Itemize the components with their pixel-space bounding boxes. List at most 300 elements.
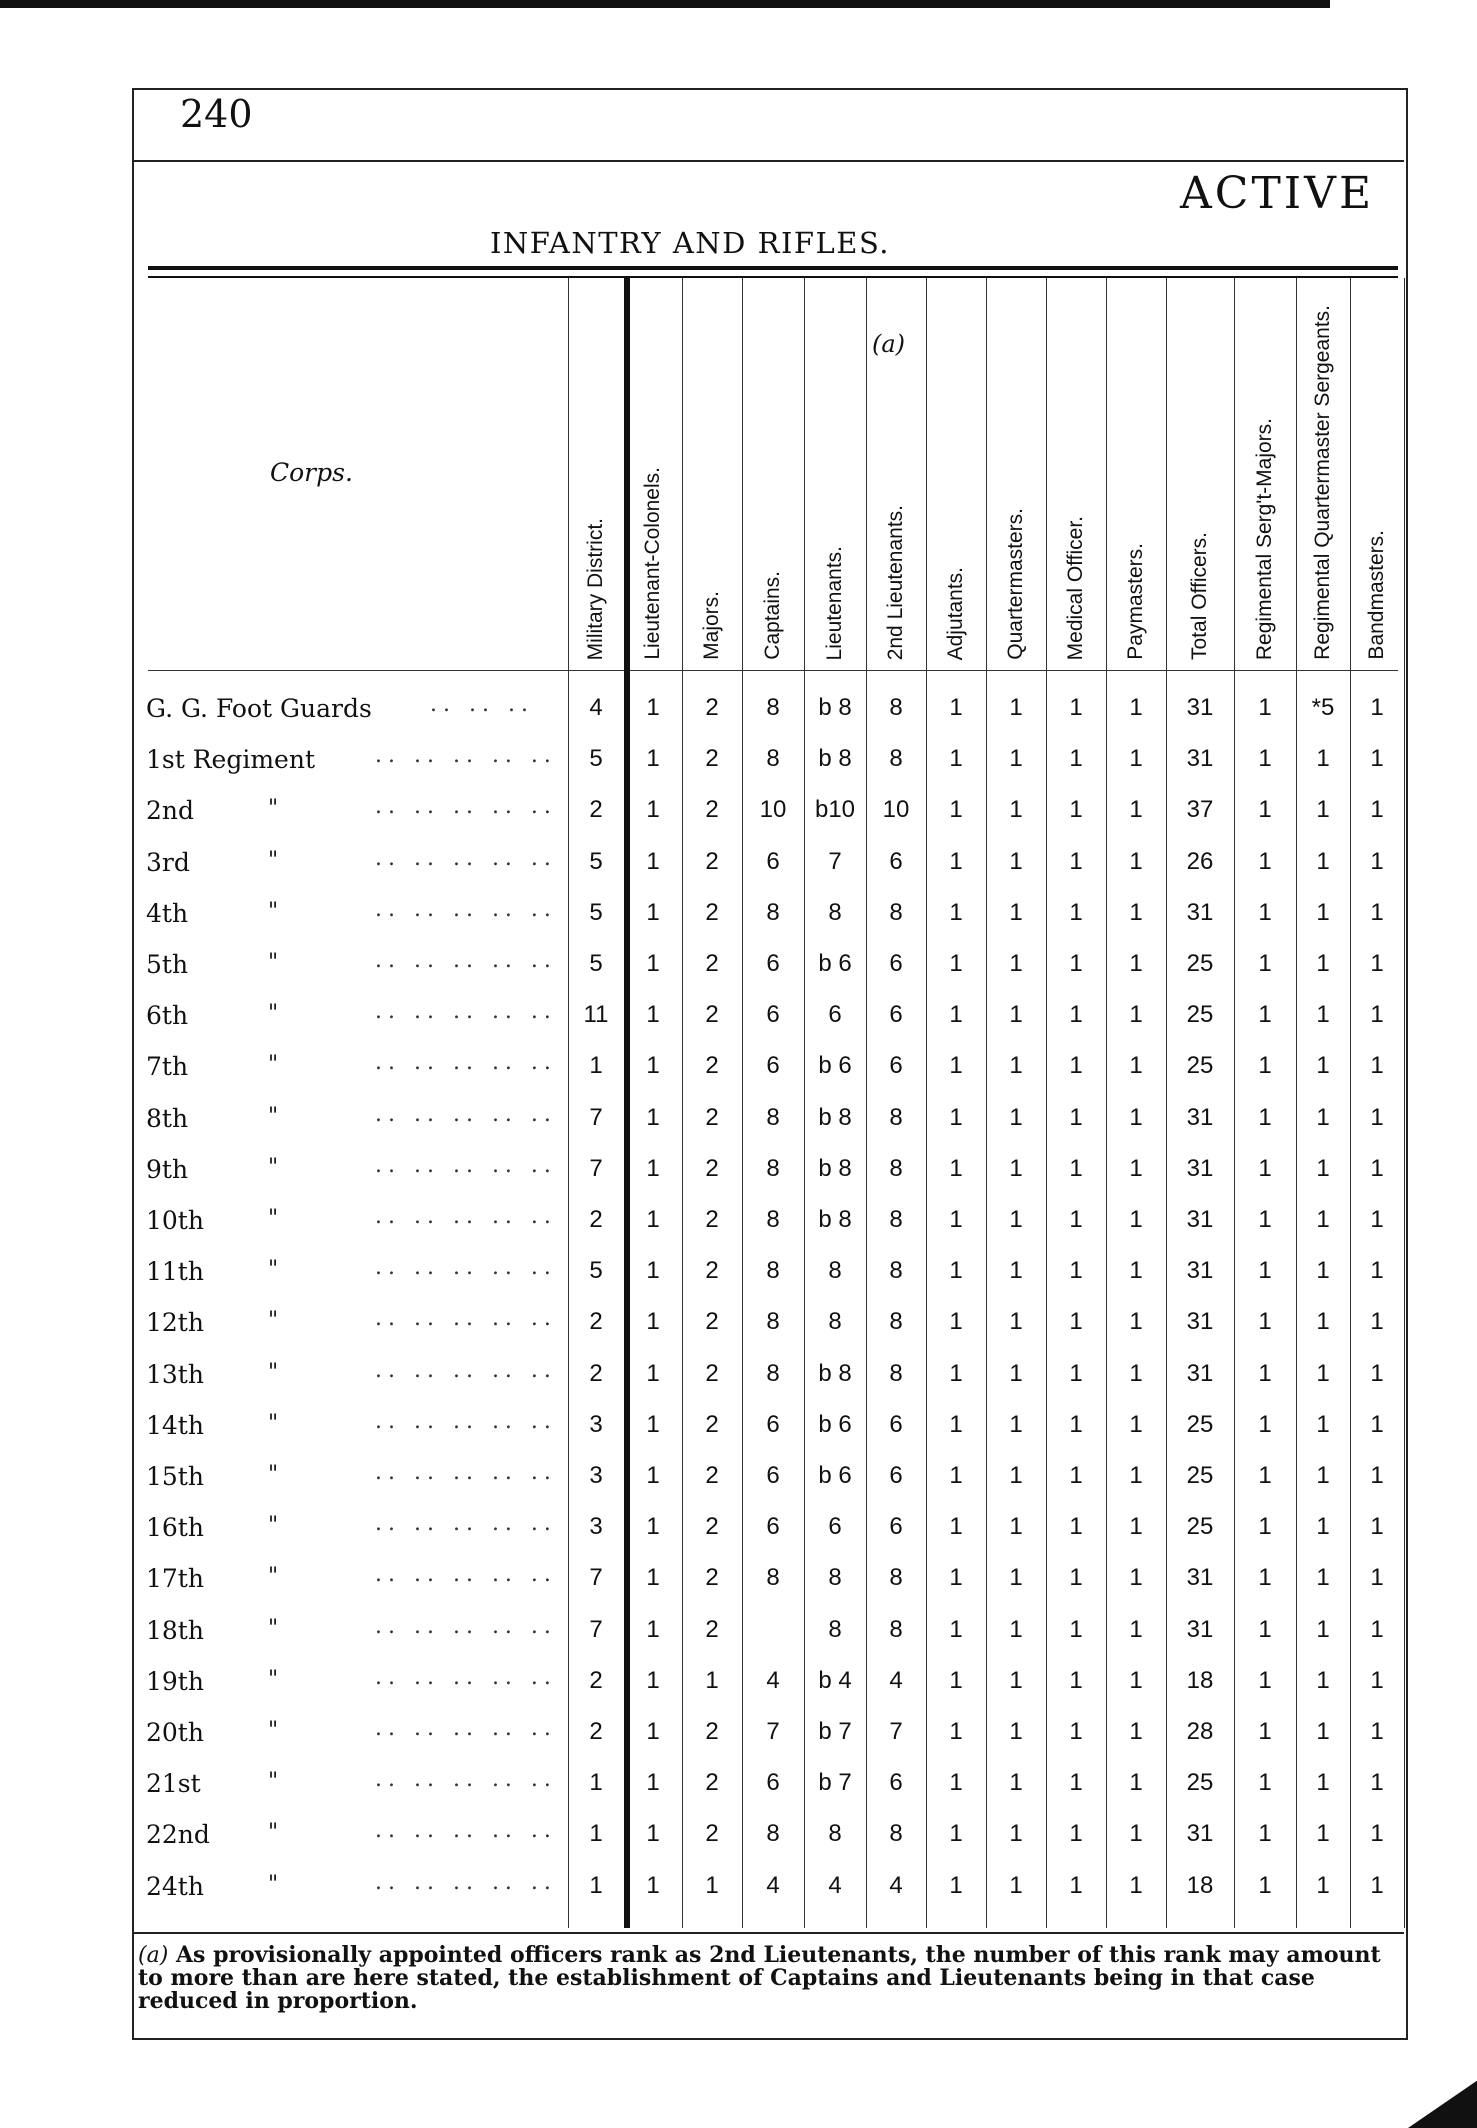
cell-majors: 2 — [705, 1513, 719, 1541]
cell-quartermasters: 1 — [1009, 1615, 1023, 1643]
cell-majors: 2 — [705, 1564, 719, 1592]
cell-lieutenant-colonels: 1 — [646, 1052, 660, 1080]
cell-medical-officer: 1 — [1069, 847, 1083, 875]
cell-second-lieutenants: 8 — [889, 1308, 903, 1336]
cell-second-lieutenants: 7 — [889, 1718, 903, 1745]
cell-quartermasters: 1 — [1009, 1359, 1023, 1387]
cell-captains: 8 — [766, 1820, 780, 1848]
cell-adjutants: 1 — [949, 1462, 963, 1489]
cell-captains: 6 — [766, 1462, 780, 1489]
cell-military-district: 2 — [589, 1666, 603, 1694]
leader-dots: .. .. .. .. .. — [375, 845, 557, 871]
cell-regimental-quartermaster-sergeants: 1 — [1316, 1820, 1330, 1848]
table-row — [0, 942, 1477, 993]
cell-bandmasters: 1 — [1370, 745, 1384, 773]
cell-regimental-quartermaster-sergeants: 1 — [1316, 898, 1330, 926]
cell-regimental-quartermaster-sergeants: 1 — [1316, 1666, 1330, 1694]
corps-name: 6th — [146, 1001, 189, 1031]
cell-paymasters: 1 — [1129, 694, 1143, 721]
cell-second-lieutenants: 4 — [889, 1871, 903, 1899]
cell-total-officers: 31 — [1186, 1257, 1214, 1285]
cell-medical-officer: 1 — [1069, 1206, 1083, 1233]
cell-quartermasters: 1 — [1009, 950, 1023, 977]
cell-quartermasters: 1 — [1009, 796, 1023, 824]
cell-paymasters: 1 — [1129, 1462, 1143, 1489]
footnote-marker: (a) — [138, 1943, 169, 1968]
cell-lieutenants: b 8 — [818, 1154, 852, 1182]
table-row — [0, 1403, 1477, 1454]
cell-lieutenants: b 6 — [818, 1462, 852, 1489]
cell-bandmasters: 1 — [1370, 1410, 1384, 1438]
cell-bandmasters: 1 — [1370, 950, 1384, 977]
cell-military-district: 11 — [583, 1001, 609, 1029]
column-header-medical-officer — [1046, 290, 1106, 660]
column-header-captains — [742, 290, 804, 660]
cell-medical-officer: 1 — [1069, 1257, 1083, 1285]
cell-second-lieutenants: 10 — [882, 796, 910, 824]
cell-paymasters: 1 — [1129, 1359, 1143, 1387]
cell-bandmasters: 1 — [1370, 1666, 1384, 1694]
table-row — [0, 1864, 1477, 1915]
cell-regimental-sergeant-majors: 1 — [1258, 1666, 1272, 1694]
footnote — [138, 1944, 1388, 2013]
leader-dots: .. .. .. .. .. — [375, 1767, 557, 1793]
cell-total-officers: 25 — [1186, 950, 1214, 977]
cell-quartermasters: 1 — [1009, 1718, 1023, 1745]
ditto-mark: " — [268, 1513, 279, 1539]
leader-dots: .. .. .. .. .. — [375, 1306, 557, 1332]
cell-total-officers: 31 — [1186, 1615, 1214, 1643]
cell-bandmasters: 1 — [1370, 1052, 1384, 1080]
cell-paymasters: 1 — [1129, 796, 1143, 824]
cell-bandmasters: 1 — [1370, 1257, 1384, 1285]
top-border — [0, 0, 1330, 8]
cell-total-officers: 31 — [1186, 1154, 1214, 1182]
cell-second-lieutenants: 6 — [889, 1769, 903, 1797]
cell-regimental-sergeant-majors: 1 — [1258, 1820, 1272, 1848]
cell-adjutants: 1 — [949, 1359, 963, 1387]
column-header-label: Regimental Quartermaster Sergeants. — [1310, 305, 1334, 660]
column-header-label: Majors. — [699, 591, 723, 660]
cell-paymasters: 1 — [1129, 1871, 1143, 1899]
cell-total-officers: 37 — [1186, 796, 1214, 824]
ditto-mark: " — [268, 1257, 279, 1283]
cell-regimental-sergeant-majors: 1 — [1258, 1308, 1272, 1336]
table-row — [0, 1147, 1477, 1198]
cell-regimental-sergeant-majors: 1 — [1258, 950, 1272, 977]
cell-majors: 2 — [705, 1462, 719, 1489]
cell-regimental-quartermaster-sergeants: 1 — [1316, 1154, 1330, 1182]
cell-military-district: 1 — [589, 1820, 603, 1848]
cell-medical-officer: 1 — [1069, 745, 1083, 773]
table-row — [0, 686, 1477, 737]
cell-majors: 2 — [705, 950, 719, 977]
cell-majors: 2 — [705, 1001, 719, 1029]
cell-paymasters: 1 — [1129, 847, 1143, 875]
corps-name: 2nd — [146, 796, 195, 826]
cell-military-district: 5 — [589, 1257, 603, 1285]
cell-majors: 2 — [705, 694, 719, 721]
cell-captains: 8 — [766, 1564, 780, 1592]
cell-majors: 2 — [705, 847, 719, 875]
cell-majors: 2 — [705, 1718, 719, 1745]
cell-second-lieutenants: 8 — [889, 1359, 903, 1387]
cell-second-lieutenants: 8 — [889, 898, 903, 926]
column-header-label: Lieutenant-Colonels. — [640, 467, 664, 660]
column-header-lieutenant-colonels — [624, 290, 682, 660]
cell-majors: 2 — [705, 1103, 719, 1131]
ditto-mark: " — [268, 1615, 279, 1641]
cell-lieutenants: b 8 — [818, 1103, 852, 1131]
cell-majors: 2 — [705, 796, 719, 824]
corps-name: 21st — [146, 1769, 201, 1799]
table-row — [0, 1659, 1477, 1710]
cell-lieutenants: b10 — [814, 796, 856, 824]
cell-paymasters: 1 — [1129, 745, 1143, 773]
leader-dots: .. .. .. .. .. — [375, 1152, 557, 1178]
cell-adjutants: 1 — [949, 1257, 963, 1285]
cell-majors: 2 — [705, 1052, 719, 1080]
cell-regimental-sergeant-majors: 1 — [1258, 1359, 1272, 1387]
cell-lieutenant-colonels: 1 — [646, 1308, 660, 1336]
cell-regimental-sergeant-majors: 1 — [1258, 1564, 1272, 1592]
cell-quartermasters: 1 — [1009, 1308, 1023, 1336]
cell-regimental-sergeant-majors: 1 — [1258, 796, 1272, 824]
table-row — [0, 891, 1477, 942]
cell-paymasters: 1 — [1129, 1718, 1143, 1745]
cell-captains: 8 — [766, 1308, 780, 1336]
cell-paymasters: 1 — [1129, 1206, 1143, 1233]
cell-military-district: 1 — [589, 1052, 603, 1080]
cell-quartermasters: 1 — [1009, 898, 1023, 926]
leader-dots: .. .. .. .. .. — [375, 948, 557, 973]
column-header-bandmasters — [1350, 290, 1404, 660]
cell-quartermasters: 1 — [1009, 1257, 1023, 1285]
cell-bandmasters: 1 — [1370, 847, 1384, 875]
cell-military-district: 7 — [589, 1564, 603, 1592]
cell-captains: 4 — [766, 1666, 780, 1694]
cell-military-district: 3 — [589, 1410, 603, 1438]
cell-quartermasters: 1 — [1009, 1513, 1023, 1541]
cell-second-lieutenants: 8 — [889, 1103, 903, 1131]
leader-dots: .. .. .. .. .. — [375, 1716, 557, 1741]
cell-lieutenant-colonels: 1 — [646, 1359, 660, 1387]
leader-dots: .. .. .. .. .. — [375, 1255, 557, 1281]
section-title: INFANTRY AND RIFLES. — [489, 226, 891, 260]
cell-lieutenants: 8 — [828, 1564, 842, 1592]
cell-lieutenants: 6 — [828, 1513, 842, 1541]
cell-paymasters: 1 — [1129, 1564, 1143, 1592]
leader-dots: .. .. .. .. .. — [375, 1101, 557, 1127]
ditto-mark: " — [268, 1462, 279, 1487]
cell-military-district: 1 — [589, 1871, 603, 1899]
cell-captains: 10 — [759, 796, 787, 824]
cell-military-district: 2 — [589, 1308, 603, 1336]
ditto-mark: " — [268, 1052, 279, 1078]
cell-adjutants: 1 — [949, 796, 963, 824]
cell-captains: 7 — [766, 1718, 780, 1745]
cell-military-district: 2 — [589, 1206, 603, 1233]
column-header-label: Medical Officer. — [1063, 515, 1087, 660]
cell-total-officers: 25 — [1186, 1513, 1214, 1541]
cell-majors: 2 — [705, 1410, 719, 1438]
cell-bandmasters: 1 — [1370, 1769, 1384, 1797]
corps-name: 1st Regiment — [146, 745, 315, 775]
cell-quartermasters: 1 — [1009, 1410, 1023, 1438]
table-row — [0, 1761, 1477, 1812]
cell-lieutenants: 7 — [828, 847, 842, 875]
cell-quartermasters: 1 — [1009, 745, 1023, 773]
cell-second-lieutenants: 4 — [889, 1666, 903, 1694]
cell-adjutants: 1 — [949, 847, 963, 875]
corps-name: 14th — [146, 1410, 204, 1440]
cell-quartermasters: 1 — [1009, 1462, 1023, 1489]
cell-lieutenant-colonels: 1 — [646, 1410, 660, 1438]
cell-lieutenants: b 8 — [818, 694, 852, 721]
cell-paymasters: 1 — [1129, 1666, 1143, 1694]
cell-regimental-sergeant-majors: 1 — [1258, 1769, 1272, 1797]
cell-second-lieutenants: 6 — [889, 847, 903, 875]
cell-adjutants: 1 — [949, 1871, 963, 1899]
cell-lieutenants: 8 — [828, 1615, 842, 1643]
cell-lieutenants: 4 — [828, 1871, 842, 1899]
ditto-mark: " — [268, 1154, 279, 1180]
header-rule — [134, 160, 1404, 162]
cell-regimental-quartermaster-sergeants: 1 — [1316, 745, 1330, 773]
cell-regimental-sergeant-majors: 1 — [1258, 1052, 1272, 1080]
ditto-mark: " — [268, 1410, 279, 1436]
column-header-adjutants — [926, 290, 986, 660]
cell-regimental-quartermaster-sergeants: 1 — [1316, 1206, 1330, 1233]
cell-military-district: 2 — [589, 1718, 603, 1745]
cell-paymasters: 1 — [1129, 1308, 1143, 1336]
cell-captains: 6 — [766, 1513, 780, 1541]
cell-quartermasters: 1 — [1009, 694, 1023, 721]
leader-dots: .. .. .. .. .. — [375, 1818, 557, 1844]
cell-bandmasters: 1 — [1370, 1820, 1384, 1848]
ditto-mark: " — [268, 847, 279, 873]
cell-lieutenants: b 7 — [818, 1718, 852, 1745]
table-row — [0, 1300, 1477, 1351]
cell-paymasters: 1 — [1129, 1103, 1143, 1131]
cell-total-officers: 31 — [1186, 1308, 1214, 1336]
cell-bandmasters: 1 — [1370, 898, 1384, 926]
column-header-label: Paymasters. — [1123, 543, 1147, 660]
cell-regimental-sergeant-majors: 1 — [1258, 1513, 1272, 1541]
cell-military-district: 5 — [589, 950, 603, 977]
cell-medical-officer: 1 — [1069, 694, 1083, 721]
cell-medical-officer: 1 — [1069, 1513, 1083, 1541]
cell-total-officers: 31 — [1186, 1103, 1214, 1131]
cell-medical-officer: 1 — [1069, 950, 1083, 977]
cell-medical-officer: 1 — [1069, 1359, 1083, 1387]
cell-lieutenant-colonels: 1 — [646, 1666, 660, 1694]
leader-dots: .. .. .. .. .. — [375, 896, 557, 922]
cell-lieutenant-colonels: 1 — [646, 950, 660, 977]
table-row — [0, 1096, 1477, 1147]
corps-name: 15th — [146, 1462, 204, 1491]
cell-second-lieutenants: 8 — [889, 1820, 903, 1848]
cell-adjutants: 1 — [949, 1001, 963, 1029]
cell-regimental-sergeant-majors: 1 — [1258, 1001, 1272, 1029]
cell-bandmasters: 1 — [1370, 1462, 1384, 1489]
ditto-mark: " — [268, 1820, 279, 1846]
cell-majors: 2 — [705, 898, 719, 926]
cell-medical-officer: 1 — [1069, 1871, 1083, 1899]
cell-bandmasters: 1 — [1370, 1718, 1384, 1745]
cell-medical-officer: 1 — [1069, 1462, 1083, 1489]
cell-paymasters: 1 — [1129, 1052, 1143, 1080]
cell-lieutenant-colonels: 1 — [646, 694, 660, 721]
cell-military-district: 2 — [589, 796, 603, 824]
cell-majors: 2 — [705, 1308, 719, 1336]
cell-medical-officer: 1 — [1069, 898, 1083, 926]
cell-captains: 8 — [766, 1206, 780, 1233]
cell-regimental-quartermaster-sergeants: 1 — [1316, 1103, 1330, 1131]
corps-name: 11th — [146, 1257, 204, 1287]
table-row — [0, 1710, 1477, 1761]
corps-name: 24th — [146, 1871, 204, 1901]
cell-regimental-quartermaster-sergeants: 1 — [1316, 1462, 1330, 1489]
cell-military-district: 7 — [589, 1154, 603, 1182]
cell-adjutants: 1 — [949, 1718, 963, 1745]
cell-regimental-sergeant-majors: 1 — [1258, 694, 1272, 721]
cell-lieutenant-colonels: 1 — [646, 1564, 660, 1592]
cell-captains: 8 — [766, 694, 780, 721]
cell-bandmasters: 1 — [1370, 796, 1384, 824]
cell-lieutenant-colonels: 1 — [646, 1001, 660, 1029]
cell-quartermasters: 1 — [1009, 1103, 1023, 1131]
cell-lieutenant-colonels: 1 — [646, 847, 660, 875]
corps-name: 9th — [146, 1154, 189, 1184]
cell-lieutenants: 6 — [828, 1001, 842, 1029]
cell-regimental-quartermaster-sergeants: 1 — [1316, 1052, 1330, 1080]
cell-regimental-quartermaster-sergeants: 1 — [1316, 1615, 1330, 1643]
cell-bandmasters: 1 — [1370, 1615, 1384, 1643]
cell-majors: 1 — [705, 1871, 719, 1899]
cell-majors: 2 — [705, 1154, 719, 1182]
corps-column-header: Corps. — [270, 458, 353, 487]
corps-name: 16th — [146, 1513, 204, 1543]
table-row — [0, 1352, 1477, 1403]
cell-adjutants: 1 — [949, 1820, 963, 1848]
leader-dots: .. .. .. .. .. — [375, 999, 557, 1025]
leader-dots: .. .. .. .. .. — [375, 743, 557, 769]
cell-second-lieutenants: 8 — [889, 1154, 903, 1182]
cell-second-lieutenants: 6 — [889, 950, 903, 977]
cell-majors: 2 — [705, 1257, 719, 1285]
cell-bandmasters: 1 — [1370, 1206, 1384, 1233]
cell-medical-officer: 1 — [1069, 1308, 1083, 1336]
leader-dots: .. .. .. .. .. — [375, 1869, 557, 1895]
cell-regimental-quartermaster-sergeants: 1 — [1316, 1001, 1330, 1029]
cell-total-officers: 31 — [1186, 898, 1214, 926]
ditto-mark: " — [268, 1871, 279, 1897]
cell-total-officers: 25 — [1186, 1410, 1214, 1438]
cell-regimental-sergeant-majors: 1 — [1258, 1718, 1272, 1745]
cell-adjutants: 1 — [949, 1615, 963, 1643]
cell-second-lieutenants: 6 — [889, 1462, 903, 1489]
cell-military-district: 5 — [589, 898, 603, 926]
cell-paymasters: 1 — [1129, 1410, 1143, 1438]
cell-captains: 8 — [766, 1103, 780, 1131]
cell-lieutenant-colonels: 1 — [646, 1257, 660, 1285]
footnote-text: As provisionally appointed officers rank as 2nd Lieutenants, the number of this rank may amount to more than are here stated, the establishment of Captains and Lieutenants being in that case reduced in proportion. — [138, 1942, 1381, 2014]
cell-lieutenants: 8 — [828, 1308, 842, 1336]
page-number: 240 — [180, 92, 253, 136]
table-top-rule-thin — [148, 276, 1398, 278]
cell-lieutenant-colonels: 1 — [646, 1513, 660, 1541]
corps-name: 19th — [146, 1666, 204, 1696]
cell-regimental-quartermaster-sergeants: 1 — [1316, 1410, 1330, 1438]
cell-medical-officer: 1 — [1069, 1103, 1083, 1131]
cell-captains: 8 — [766, 1154, 780, 1182]
cell-regimental-sergeant-majors: 1 — [1258, 1206, 1272, 1233]
cell-bandmasters: 1 — [1370, 1154, 1384, 1182]
cell-regimental-quartermaster-sergeants: 1 — [1316, 1359, 1330, 1387]
cell-majors: 2 — [705, 1820, 719, 1848]
corps-name: 3rd — [146, 847, 190, 877]
cell-adjutants: 1 — [949, 1769, 963, 1797]
leader-dots: .. .. .. .. .. — [375, 794, 557, 820]
cell-lieutenant-colonels: 1 — [646, 1462, 660, 1489]
column-header-label: 2nd Lieutenants. — [883, 504, 907, 660]
cell-lieutenant-colonels: 1 — [646, 1769, 660, 1797]
cell-second-lieutenants: 6 — [889, 1410, 903, 1438]
column-header-majors — [682, 290, 742, 660]
column-header-second-lieutenants — [866, 290, 926, 660]
cell-paymasters: 1 — [1129, 1513, 1143, 1541]
cell-quartermasters: 1 — [1009, 847, 1023, 875]
corps-name: 12th — [146, 1308, 204, 1338]
cell-bandmasters: 1 — [1370, 1513, 1384, 1541]
column-header-lieutenants — [804, 290, 866, 660]
cell-total-officers: 31 — [1186, 694, 1214, 721]
cell-adjutants: 1 — [949, 898, 963, 926]
cell-majors: 2 — [705, 745, 719, 773]
table-row — [0, 788, 1477, 839]
cell-paymasters: 1 — [1129, 1001, 1143, 1029]
cell-paymasters: 1 — [1129, 1820, 1143, 1848]
cell-medical-officer: 1 — [1069, 1052, 1083, 1080]
ditto-mark: " — [268, 1308, 279, 1334]
cell-total-officers: 31 — [1186, 1206, 1214, 1233]
column-header-label: Captains. — [760, 571, 784, 660]
column-header-label: Bandmasters. — [1364, 530, 1388, 660]
cell-regimental-quartermaster-sergeants: 1 — [1316, 1564, 1330, 1592]
cell-medical-officer: 1 — [1069, 1769, 1083, 1797]
cell-second-lieutenants: 8 — [889, 1257, 903, 1285]
cell-regimental-sergeant-majors: 1 — [1258, 1462, 1272, 1489]
leader-dots: .. .. .. .. .. — [375, 1511, 557, 1537]
cell-captains: 8 — [766, 898, 780, 926]
cell-total-officers: 25 — [1186, 1462, 1214, 1489]
corps-name: 4th — [146, 898, 189, 928]
cell-bandmasters: 1 — [1370, 1564, 1384, 1592]
leader-dots: .. .. .. .. .. — [375, 1613, 557, 1639]
cell-bandmasters: 1 — [1370, 1359, 1384, 1387]
cell-regimental-quartermaster-sergeants: *5 — [1311, 694, 1335, 721]
cell-captains: 6 — [766, 1001, 780, 1029]
corps-name: 20th — [146, 1718, 204, 1747]
cell-adjutants: 1 — [949, 1052, 963, 1080]
cell-lieutenants: b 7 — [818, 1769, 852, 1797]
cell-adjutants: 1 — [949, 1513, 963, 1541]
cell-total-officers: 31 — [1186, 1564, 1214, 1592]
cell-total-officers: 18 — [1186, 1666, 1214, 1694]
cell-lieutenants: b 8 — [818, 745, 852, 773]
cell-majors: 2 — [705, 1359, 719, 1387]
